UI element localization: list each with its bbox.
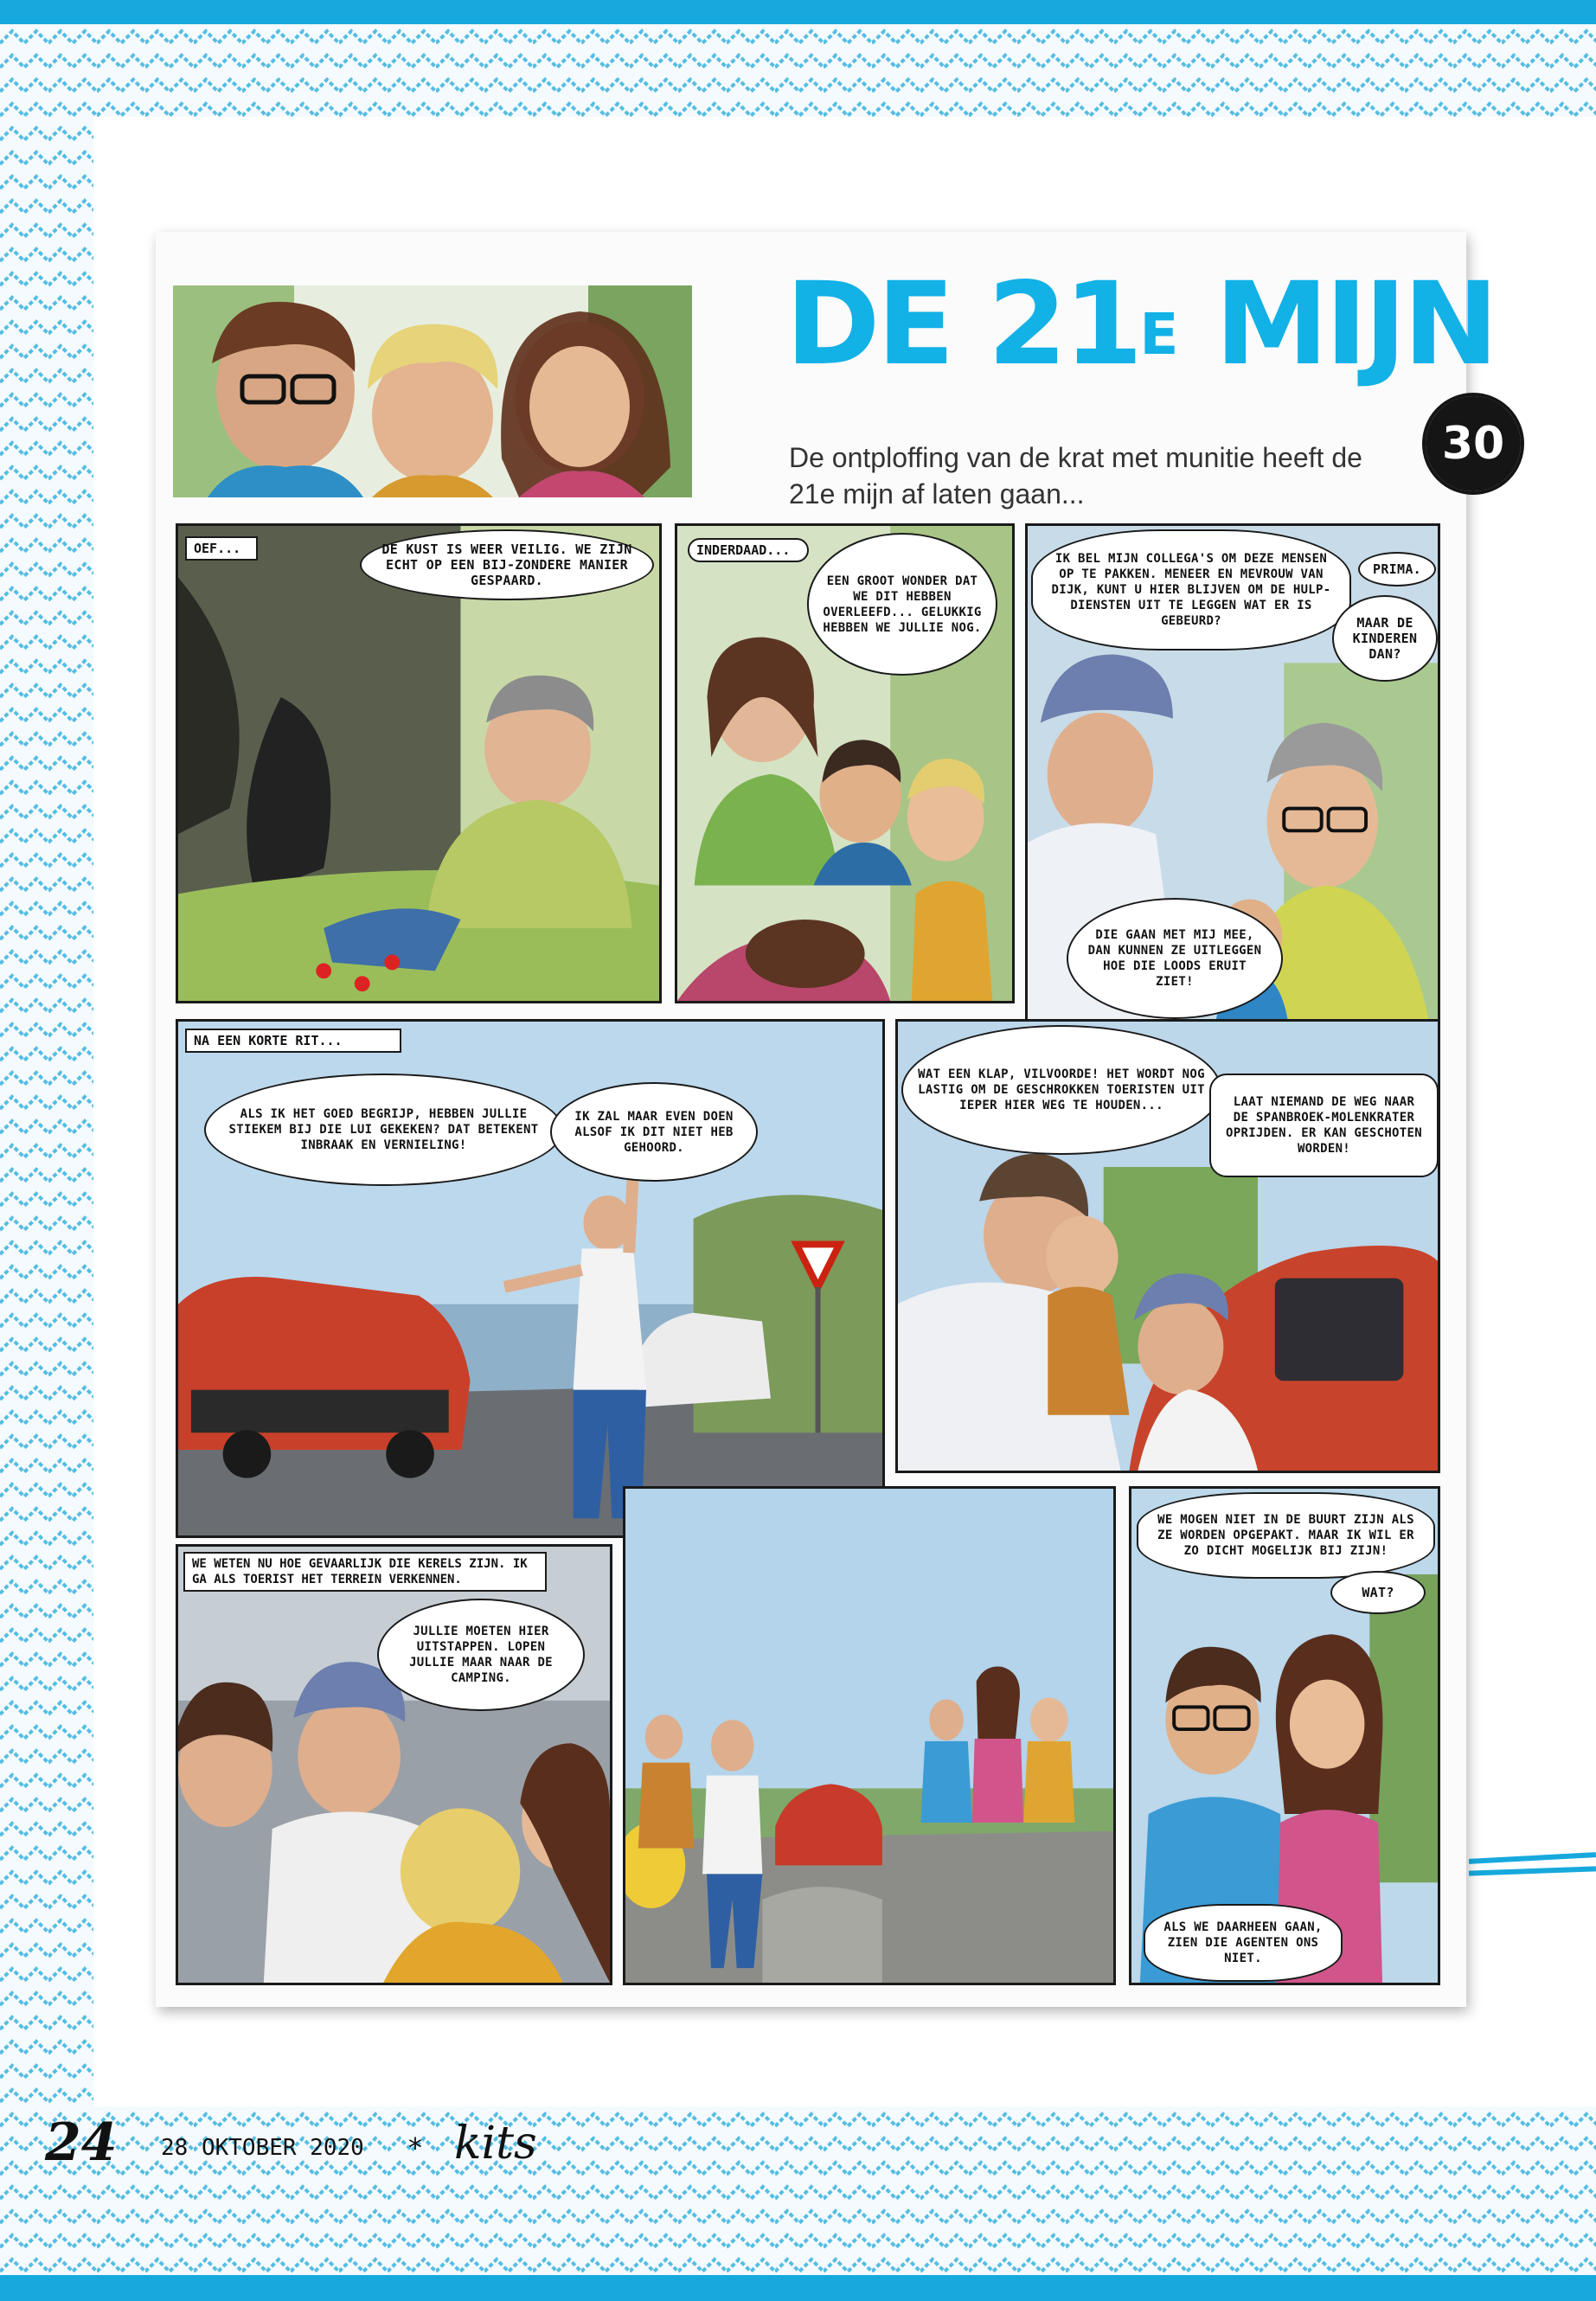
bottom-color-bar [0,2275,1596,2301]
comic-title: DE $21^E$ MIJN [785,258,1496,391]
separator-star: * [408,2131,422,2164]
panel-5 [895,1019,1440,1473]
bubble-p5-2: LAAT NIEMAND DE WEG NAAR DE SPANBROEK-MOLENKRATER OPRIJDEN. ER KAN GESCHOTEN WORDEN! [1209,1074,1439,1177]
panel-2 [675,523,1015,1003]
bubble-p3-4: DIE GAAN MET MIJ MEE, DAN KUNNEN ZE UITLEGGEN HOE DIE LOODS ERUIT ZIET! [1067,898,1283,1019]
panel-4 [176,1019,885,1538]
bubble-p4-2: IK ZAL MAAR EVEN DOEN ALSOF IK DIT NIET HEB GEHOORD. [550,1082,758,1182]
page-number: 24 [45,2112,118,2173]
bubble-p8-3: ALS WE DAARHEEN GAAN, ZIEN DIE AGENTEN ONS NIET. [1144,1904,1343,1982]
panel-3 [1025,523,1440,1025]
caption-p4: NA EEN KORTE RIT... [185,1029,401,1053]
issue-date: 28 OKTOBER 2020 [161,2135,364,2161]
caption-p6: WE WETEN NU HOE GEVAARLIJK DIE KERELS ZIJN. IK GA ALS TOERIST HET TERREIN VERKENNEN. [183,1552,547,1592]
bubble-p6-1: JULLIE MOETEN HIER UITSTAPPEN. LOPEN JULLIE MAAR NAAR DE CAMPING. [377,1599,585,1711]
panel-1 [176,523,662,1003]
bubble-p1-1: OEF... [185,536,258,561]
bubble-p8-2: WAT? [1330,1571,1426,1614]
panel-8 [1129,1486,1440,1985]
brand-logo: kits [454,2118,537,2170]
top-color-bar [0,0,1596,24]
bubble-p2-2: EEN GROOT WONDER DAT WE DIT HEBBEN OVERLEEFD... GELUKKIG HEBBEN WE JULLIE NOG. [807,533,997,676]
bubble-p4-1: ALS IK HET GOED BEGRIJP, HEBBEN JULLIE STIEKEM BIJ DIE LUI GEKEKEN? DAT BETEKENT INBRAAK EN VERNIELING! [204,1074,563,1186]
comic-subtitle: De ontploffing van de krat met munitie heeft de 21e mijn af laten gaan... [789,442,1362,510]
bubble-p3-3: MAAR DE KINDEREN DAN? [1332,595,1438,682]
bubble-p3-2: PRIMA. [1358,552,1436,586]
bubble-p1-2: DE KUST IS WEER VEILIG. WE ZIJN ECHT OP EEN BIJ-ZONDERE MANIER GESPAARD. [360,529,654,600]
panel-7 [623,1486,1116,1985]
bubble-p3-1: IK BEL MIJN COLLEGA'S OM DEZE MENSEN OP TE PAKKEN. MENEER EN MEVROUW VAN DIJK, KUNT U HIER BLIJVEN OM DE HULP-DIENSTEN UIT TE LEGGEN WAT ER IS GEBEURD? [1031,529,1351,651]
bubble-p5-1: WAT EEN KLAP, VILVOORDE! HET WORDT NOG LASTIG OM DE GESCHROKKEN TOERISTEN UIT IEPER HIER WEG TE HOUDEN... [901,1025,1221,1155]
bubble-p8-1: WE MOGEN NIET IN DE BUURT ZIJN ALS ZE WORDEN OPGEPAKT. MAAR IK WIL ER ZO DICHT MOGELIJK BIJ ZIJN! [1137,1492,1435,1579]
panel-6 [176,1544,612,1985]
episode-badge: 30 [1426,396,1521,491]
header-illustration [173,285,692,497]
bubble-p2-1: INDERDAAD... [688,538,809,562]
